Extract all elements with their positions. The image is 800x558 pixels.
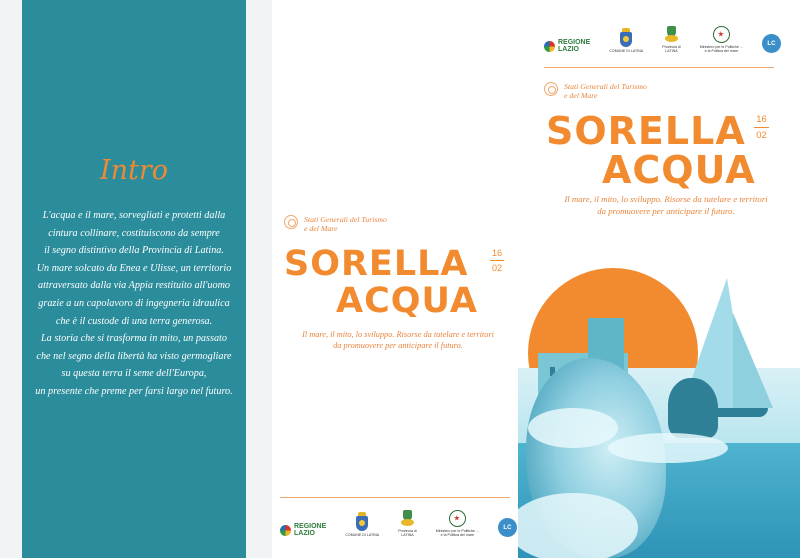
rock-shape [668,378,718,438]
date-divider [490,260,504,261]
date-month: 02 [756,130,767,141]
stati-generali-mark [544,82,647,100]
comune-latina-logo [609,32,643,53]
ministero-logo [700,26,743,53]
ministero-line1: Ministero per le Politiche ... [435,529,479,533]
date-day: 16 [491,248,502,258]
intro-line: che nel segno della libertà ha visto germogliare [36,350,232,362]
provincia-line2: LATINA [665,49,678,53]
lc-logo [762,34,781,53]
tagline [280,329,516,351]
regione-line1: REGIONE [294,523,327,530]
middle-cover-panel [272,0,518,558]
intro-line: su questa terra il seme dell'Europa, [61,368,207,380]
divider [544,67,774,68]
tagline-line2: da promuovere per anticipare il futuro. [597,206,735,216]
intro-line: attraversato dalla via Appia restituito all'uomo [37,280,231,292]
lc-badge-icon: LC [498,518,517,537]
stati-generali-line2: e del Mare [564,91,598,100]
lc-logo [498,518,517,537]
stati-generali-line1: Stati Generali del Turismo [564,82,647,91]
comune-latina-logo [345,516,379,537]
intro-title: Intro [99,155,169,186]
cover-collage-image [518,258,800,558]
event-date [490,248,504,273]
title-line-2: ACQUA [336,281,478,321]
divider [280,497,510,498]
partner-logos-top [544,26,781,53]
date-divider [754,127,769,128]
regione-line2: LAZIO [558,46,579,53]
regione-flower-icon [544,41,555,52]
provincia-label [398,529,417,537]
ministero-line2: e la Politica del mare [440,533,475,537]
provincia-latina-logo [398,510,417,537]
sailboat-jib [733,313,773,408]
comune-label: COMUNE DI LATINA [345,533,380,537]
intro-panel [22,0,246,558]
provincia-crest-icon [401,510,414,527]
ministero-label [436,529,479,537]
title-line-1: SORELLA [284,244,469,284]
provincia-label [662,45,681,53]
provincia-crest-icon [665,26,678,43]
intro-line: La storia che si trasforma in mito, un passato [41,333,227,345]
date-day: 16 [756,114,767,125]
intro-line: il segno distintivo della Provincia di Latina. [44,245,224,257]
tagline-line1: Il mare, il mito, lo sviluppo. Risorse da tutelare e territori [302,330,494,339]
crest-icon [356,516,368,531]
provincia-line2: LATINA [401,533,414,537]
intro-line: L'acqua e il mare, sorvegliati e protetti dalla [42,210,226,221]
stati-generali-line1: Stati Generali del Turismo [304,215,387,224]
stati-generali-line2: e del Mare [304,224,338,233]
intro-line: Un mare solcato da Enea e Ulisse, un territorio [36,262,232,274]
ministero-line2: e la Politica del mare [704,49,739,53]
regione-lazio-logo [544,39,590,53]
intro-body [34,207,234,401]
regione-lazio-logo [280,523,326,537]
date-month: 02 [491,263,502,273]
intro-line: grazie a un capolavoro di ingegneria idraulica [38,297,230,309]
regione-line1: REGIONE [558,39,591,46]
title-line-1: SORELLA [546,109,746,153]
tagline-line2: da promuovere per anticipare il futuro. [333,341,463,350]
ministero-label [700,45,743,53]
intro-line: cintura collinare, costituiscono da sempre [48,227,220,239]
lc-badge-icon: LC [762,34,781,53]
regione-line2: LAZIO [294,530,315,537]
seal-icon [284,215,298,229]
ministero-line1: Ministero per le Politiche ... [699,45,743,49]
tagline-line1: Il mare, il mito, lo sviluppo. Risorse da tutelare e territori [564,194,768,204]
event-date [754,114,769,141]
ministero-logo [436,510,479,537]
event-title [284,244,478,321]
intro-line: un presente che preme per farsi largo nel futuro. [35,385,233,397]
partner-logos [280,510,517,537]
regione-flower-icon [280,525,291,536]
wave-splash [528,408,618,448]
tagline [538,193,794,217]
comune-label: COMUNE DI LATINA [609,49,644,53]
crest-icon [620,32,632,47]
event-title [546,109,756,192]
intro-line: che è il custode di una terra generosa. [55,315,213,327]
italian-emblem-icon [713,26,730,43]
provincia-latina-logo [662,26,681,53]
italian-emblem-icon [449,510,466,527]
provincia-line1: Provincia di [662,45,681,49]
wave-splash [608,433,728,463]
stati-generali-mark [284,215,387,233]
provincia-line1: Provincia di [398,529,417,533]
seal-icon [544,82,558,96]
title-line-2: ACQUA [602,148,756,192]
